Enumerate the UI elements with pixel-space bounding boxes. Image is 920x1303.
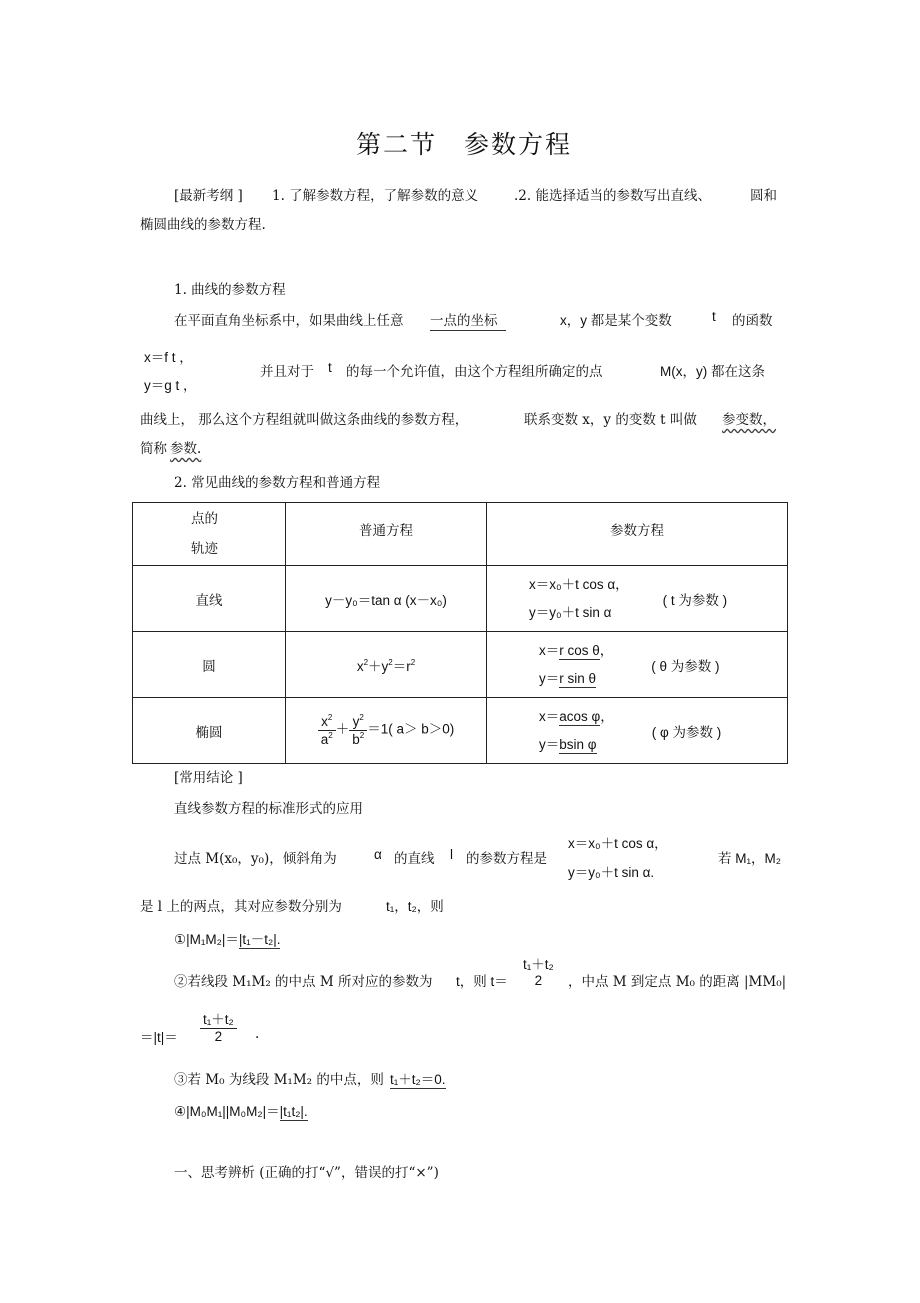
intro-line1-b: .2. 能选择适当的参数写出直线、	[514, 188, 711, 204]
row-line-param-x: x＝x₀＋t cos α，	[529, 576, 629, 592]
result-2b-frac: $\frac{\text{t₁＋t₂}}{2}$	[200, 1012, 237, 1044]
section1-p2-d: M(x，y) 都在这条	[660, 364, 765, 379]
conclusion-l1-a: 过点 M(x₀，y₀)，倾斜角为	[174, 851, 337, 867]
header-param: 参数方程	[487, 503, 788, 566]
system-y: y＝g t ，	[144, 378, 197, 393]
result-4: ④|M₀M₁||M₀M₂|＝|t₁t₂|.	[174, 1104, 308, 1119]
intro-line1-c: 圆和	[750, 188, 777, 204]
conclusion-l1-b: α	[374, 847, 382, 862]
section1-p1-c: x，y 都是某个变数	[560, 313, 672, 328]
row-circle-note: ( θ 为参数 )	[651, 658, 720, 674]
section1-p2-b: t	[328, 360, 332, 375]
intro-line2: 椭圆曲线的参数方程.	[140, 217, 266, 233]
row-circle-param-x: x＝r cos θ，	[539, 642, 614, 658]
curve-equation-table	[132, 502, 788, 764]
conclusion-l1-c: 的直线	[394, 851, 435, 867]
system-x: x＝f t ，	[144, 350, 193, 365]
section1-p2-a: 并且对于	[260, 364, 314, 380]
page-title: 第二节 参数方程	[356, 130, 573, 159]
result-2-b: t，则 t＝	[456, 974, 508, 989]
header-locus-2: 轨迹	[191, 541, 218, 557]
conclusion-l1-e: 的参数方程是	[466, 851, 547, 867]
row-line-note: ( t 为参数 )	[662, 592, 728, 608]
table-row	[133, 632, 788, 698]
intro-tag: [最新考纲 ]	[174, 188, 243, 204]
section2-heading: 2. 常见曲线的参数方程和普通方程	[174, 475, 381, 491]
header-locus-1: 点的	[191, 511, 218, 527]
section1-p1-d: t	[712, 309, 716, 324]
section1-p2-c: 的每一个允许值，由这个方程组所确定的点	[346, 364, 603, 380]
table-row	[133, 566, 788, 632]
result-2b-b: .	[255, 1026, 260, 1042]
conclusion-l1-d: l	[450, 847, 453, 862]
row-line-param	[487, 566, 788, 632]
conclusion-tag: [常用结论 ]	[174, 770, 243, 786]
row-line-name: 直线	[133, 566, 286, 632]
conclusion-l2-t: t₁，t₂，则	[386, 899, 444, 914]
row-ellipse-note: ( φ 为参数 )	[651, 724, 722, 740]
row-circle-name: 圆	[133, 632, 286, 698]
section1-heading: 1. 曲线的参数方程	[174, 282, 286, 298]
result-2b-a: ＝|t|＝	[140, 1030, 178, 1045]
result-2-a: ②若线段 M₁M₂ 的中点 M 所对应的参数为	[174, 974, 433, 990]
conclusion-sub: 直线参数方程的标准形式的应用	[174, 801, 363, 817]
row-ellipse-name: 椭圆	[133, 698, 286, 764]
conclusion-sys2: y＝y₀＋t sin α.	[568, 865, 655, 880]
conclusion-l2: 是 l 上的两点，其对应参数分别为	[140, 899, 342, 915]
frac-x-a: $\frac{x^2}{a^2}$	[318, 713, 336, 747]
section1-p1-a: 在平面直角坐标系中，如果曲线上任意	[174, 313, 404, 329]
row-ellipse-normal: $\frac{x^2}{a^2}$ ＋ $\frac{y^2}{b^2}$ ＝1( a＞ b＞0)	[286, 698, 487, 764]
row-ellipse-param-x: x＝acos φ，	[539, 708, 614, 724]
section1-p3-c: 参变数，	[722, 412, 776, 428]
section1-p4-b: 参数.	[170, 441, 202, 457]
section1-p1-e: 的函数	[732, 313, 773, 329]
row-line-param-y: y＝y₀＋t sin α	[529, 604, 612, 620]
row-circle-param	[487, 632, 788, 698]
row-circle-param-y: y＝r sin θ	[539, 670, 597, 686]
result-3-a: ③若 M₀ 为线段 M₁M₂ 的中点，则	[174, 1072, 384, 1088]
frac-y-b: $\frac{y^2}{b^2}$	[349, 713, 367, 747]
result-2-c: ，中点 M 到定点 M₀ 的距离 |MM₀|	[568, 974, 787, 990]
row-ellipse-param-y: y＝bsin φ	[539, 736, 597, 752]
header-locus	[133, 503, 286, 566]
row-circle-normal: $x^2+y^2=r^2$	[286, 632, 487, 698]
row-line-normal: y－y₀＝tan α (x－x₀)	[286, 566, 487, 632]
table-row	[133, 698, 788, 764]
exercise-heading: 一、思考辨析 (正确的打“√”，错误的打“×”)	[174, 1165, 439, 1181]
section1-p4-a: 简称	[140, 441, 167, 457]
section1-p1-b: 一点的坐标	[430, 309, 506, 329]
conclusion-l1-f: 若 M₁，M₂	[718, 851, 782, 866]
section1-p3-a: 曲线上， 那么这个方程组就叫做这条曲线的参数方程，	[140, 412, 469, 428]
intro-line1-a: 1. 了解参数方程，了解参数的意义	[272, 188, 479, 204]
conclusion-sys1: x＝x₀＋t cos α，	[568, 836, 668, 851]
row-ellipse-param	[487, 698, 788, 764]
header-normal: 普通方程	[286, 503, 487, 566]
result-2-frac: t₁＋t₂ 2	[523, 957, 554, 988]
result-1: ①|M₁M₂|＝|t₁－t₂|.	[174, 932, 281, 947]
table-header-row	[133, 503, 788, 566]
section1-p3-b: 联系变数 x，y 的变数 t 叫做	[524, 412, 697, 428]
result-3-b: t₁＋t₂＝0.	[390, 1072, 446, 1087]
